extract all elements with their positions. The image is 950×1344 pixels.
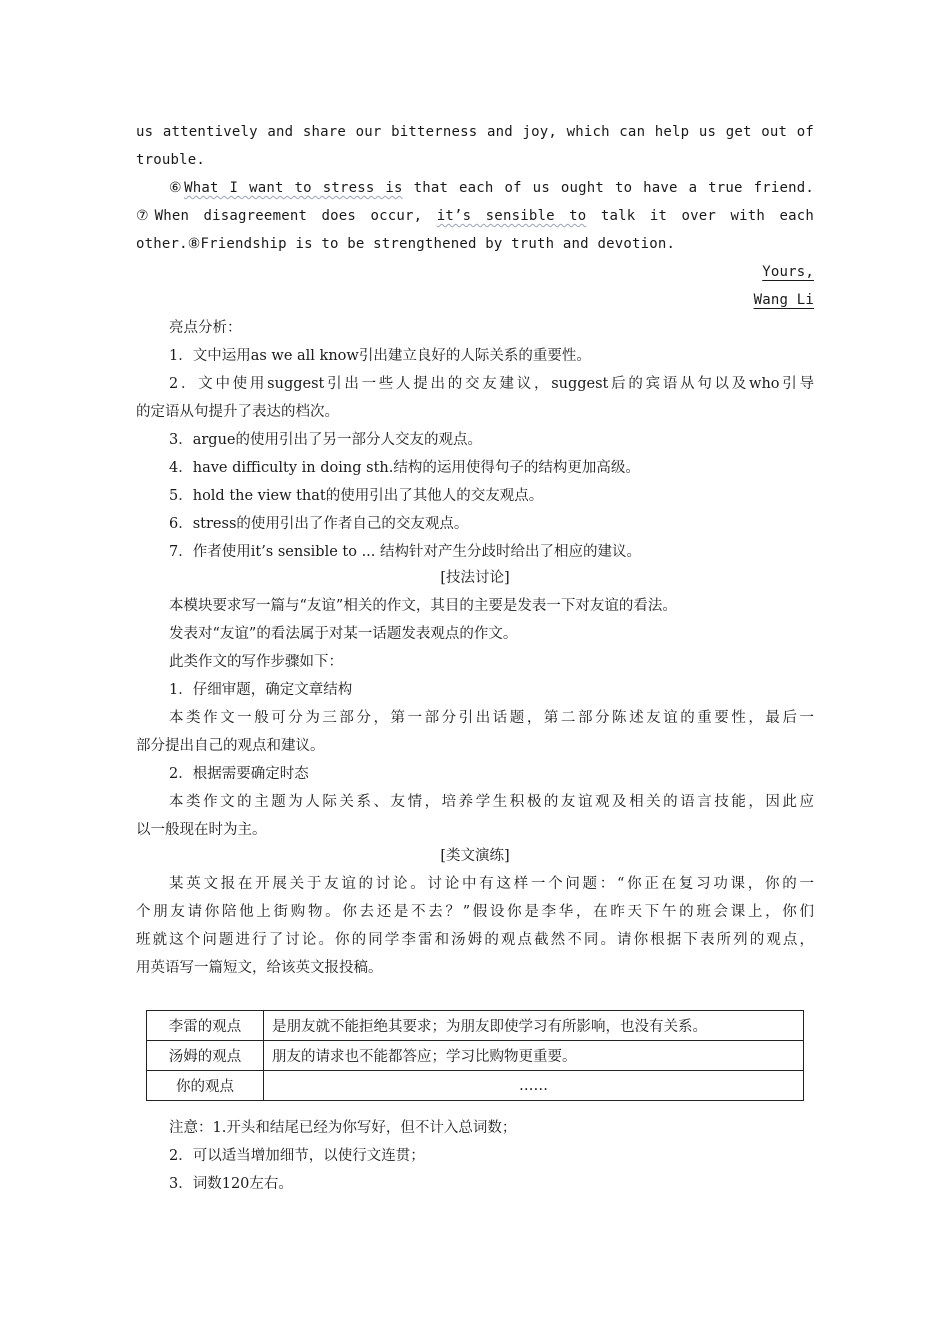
analysis-item: 4．have difficulty in doing sth.结构的运用使得句子的结构更加高级。: [169, 460, 640, 476]
technique-paragraph: 本类作文的主题为人际关系、友情，培养学生积极的友谊观及相关的语言技能，因此应: [169, 794, 814, 810]
technique-step-title: 1．仔细审题，确定文章结构: [169, 682, 353, 698]
analysis-item: 2．文中使用suggest引出一些人提出的交友建议，suggest后的宾语从句以及who引导: [169, 376, 814, 392]
analysis-item: 6．stress的使用引出了作者自己的交友观点。: [169, 516, 469, 532]
analysis-item: 的定语从句提升了表达的档次。: [136, 404, 339, 420]
letter-paragraph-2-line-3: other.⑧Friendship is to be strengthened by truth and devotion.: [136, 236, 676, 252]
letter-text: talk it over with each: [586, 208, 814, 224]
technique-paragraph: 本模块要求写一篇与“友谊”相关的作文，其目的主要是发表一下对友谊的看法。: [169, 598, 677, 614]
table-row: [147, 1071, 804, 1101]
note-line: 注意：1.开头和结尾已经为你写好，但不计入总词数；: [169, 1120, 517, 1136]
table-cell-value: 是朋友就不能拒绝其要求；为朋友即使学习有所影响，也没有关系。: [264, 1011, 804, 1041]
technique-paragraph: 此类作文的写作步骤如下：: [169, 654, 343, 670]
table-row: [147, 1041, 804, 1071]
table-cell-label: 李雷的观点: [147, 1011, 264, 1041]
letter-line-1: us attentively and share our bitterness and joy, which can help us get out of: [136, 124, 814, 140]
table-row: [147, 1011, 804, 1041]
opinions-table: [146, 1010, 804, 1101]
practice-paragraph: 个朋友请你陪他上街购物。你去还是不去？”假设你是李华，在昨天下午的班会课上，你们: [136, 904, 814, 920]
technique-paragraph: 以一般现在时为主。: [136, 822, 267, 838]
analysis-heading: 亮点分析：: [169, 320, 242, 336]
letter-line-2: trouble.: [136, 152, 206, 168]
analysis-item: 5．hold the view that的使用引出了其他人的交友观点。: [169, 488, 544, 504]
table-cell-label: 你的观点: [147, 1071, 264, 1101]
practice-paragraph: 用英语写一篇短文，给该英文报投稿。: [136, 960, 383, 976]
technique-paragraph: 本类作文一般可分为三部分，第一部分引出话题，第二部分陈述友谊的重要性，最后一: [169, 710, 814, 726]
table-cell-label: 汤姆的观点: [147, 1041, 264, 1071]
letter-text: that each of us ought to have a true friend.: [402, 180, 814, 196]
analysis-item: 7．作者使用it’s sensible to ... 结构针对产生分歧时给出了相应的建议。: [169, 544, 641, 560]
practice-heading: [类文演练]: [440, 848, 510, 864]
letter-signature: Wang Li: [753, 292, 814, 308]
analysis-item: 3．argue的使用引出了另一部分人交友的观点。: [169, 432, 483, 448]
letter-paragraph-2-line-2: [136, 202, 814, 230]
note-line: 2．可以适当增加细节，以使行文连贯；: [169, 1148, 425, 1164]
letter-paragraph-2-line-1: [136, 174, 814, 202]
technique-step-title: 2．根据需要确定时态: [169, 766, 309, 782]
analysis-item: 1．文中运用as we all know引出建立良好的人际关系的重要性。: [169, 348, 591, 364]
practice-paragraph: 班就这个问题进行了讨论。你的同学李雷和汤姆的观点截然不同。请你根据下表所列的观点，: [136, 932, 814, 948]
note-line: 3．词数120左右。: [169, 1176, 293, 1192]
letter-text: ⑦When disagreement does occur,: [136, 208, 437, 224]
practice-paragraph: 某英文报在开展关于友谊的讨论。讨论中有这样一个问题：“你正在复习功课，你的一: [169, 876, 814, 892]
table-cell-value: 朋友的请求也不能都答应；学习比购物更重要。: [264, 1041, 804, 1071]
technique-paragraph: 发表对“友谊”的看法属于对某一话题发表观点的作文。: [169, 626, 518, 642]
circled-number-6: ⑥: [169, 180, 185, 196]
highlight-phrase-stress: What I want to stress is: [184, 180, 403, 196]
highlight-phrase-sensible: it’s sensible to: [436, 208, 587, 224]
letter-closing: Yours,: [762, 264, 814, 280]
technique-heading: [技法讨论]: [440, 570, 510, 586]
technique-paragraph: 部分提出自己的观点和建议。: [136, 738, 325, 754]
table-cell-value: ……: [264, 1071, 804, 1101]
